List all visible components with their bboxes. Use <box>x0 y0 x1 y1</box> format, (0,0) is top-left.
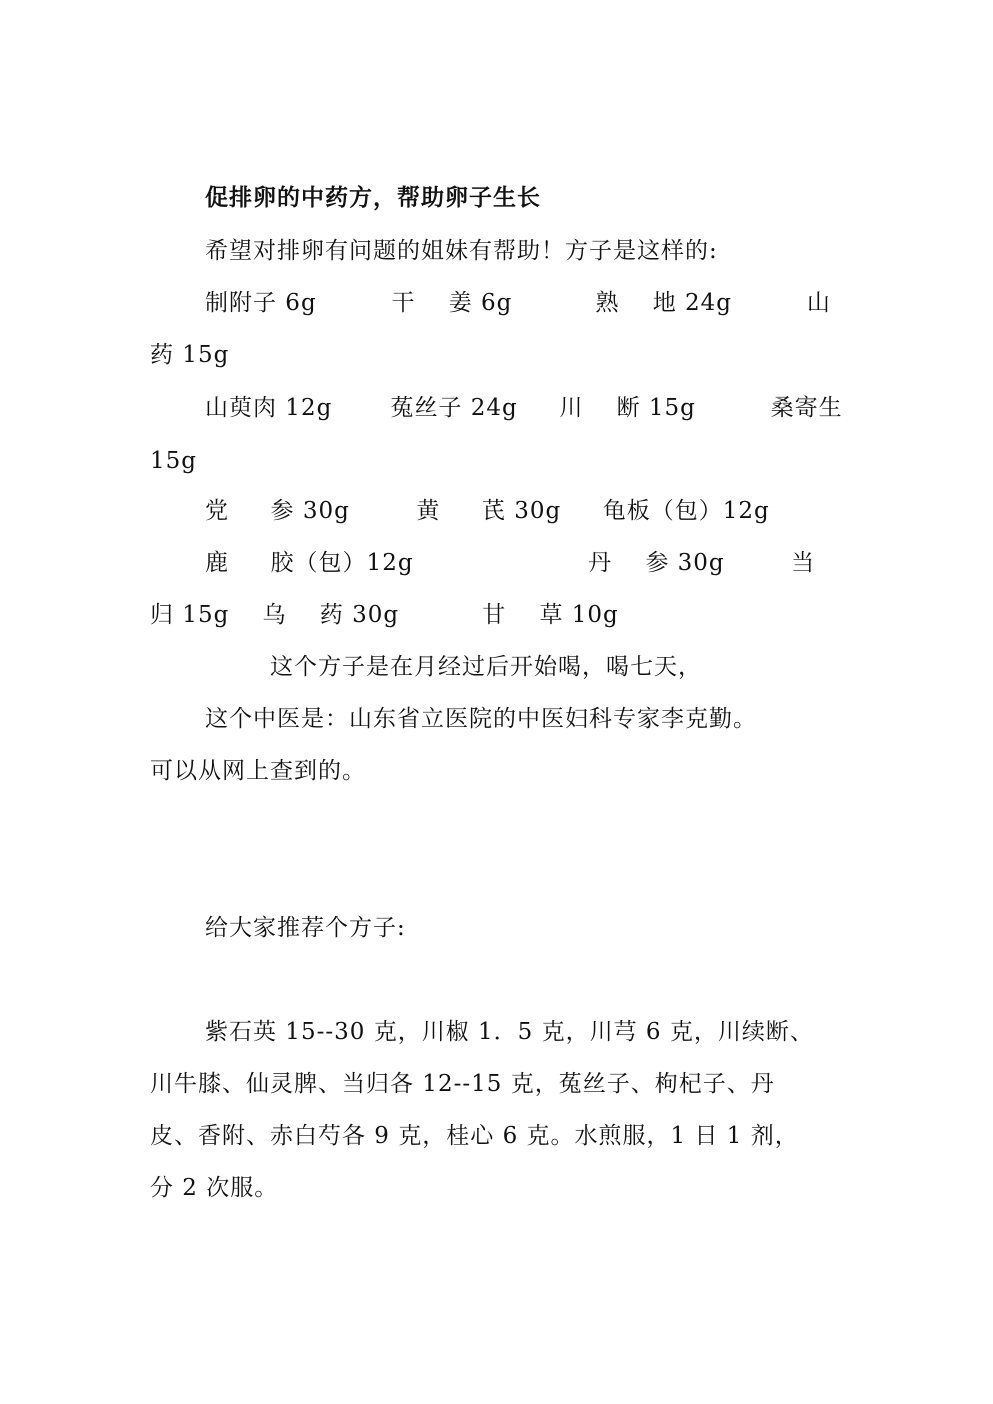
paragraph-line: 这个中医是：山东省立医院的中医妇科专家李克勤。 <box>205 706 757 732</box>
paragraph-line: 川牛膝、仙灵脾、当归各 12--15 克，菟丝子、枸杞子、丹 <box>150 1071 775 1097</box>
paragraph-line: 可以从网上查到的。 <box>150 758 366 784</box>
paragraph-line: 党 参 30g 黄 芪 30g 龟板（包）12g <box>205 498 770 524</box>
paragraph-line: 山萸肉 12g 菟丝子 24g 川 断 15g 桑寄生 <box>205 395 843 421</box>
paragraph-line: 希望对排卵有问题的姐妹有帮助！方子是这样的: <box>205 238 718 264</box>
paragraph-line: 15g <box>150 448 197 474</box>
document-title: 促排卵的中药方，帮助卵子生长 <box>205 185 541 211</box>
paragraph-line: 皮、香附、赤白芍各 9 克，桂心 6 克。水煎服，1 日 1 剂， <box>150 1123 799 1149</box>
paragraph-line: 给大家推荐个方子: <box>205 915 406 941</box>
paragraph-line: 分 2 次服。 <box>150 1175 279 1201</box>
paragraph-line: 鹿 胶（包）12g 丹 参 30g 当 <box>205 550 816 576</box>
paragraph-line: 药 15g <box>150 342 230 368</box>
paragraph-line: 紫石英 15--30 克，川椒 1．5 克，川芎 6 克，川续断、 <box>205 1019 814 1045</box>
paragraph-line: 归 15g 乌 药 30g 甘 草 10g <box>150 602 619 628</box>
paragraph-line: 这个方子是在月经过后开始喝，喝七天， <box>270 654 702 680</box>
paragraph-line: 制附子 6g 干 姜 6g 熟 地 24g 山 <box>205 290 831 316</box>
